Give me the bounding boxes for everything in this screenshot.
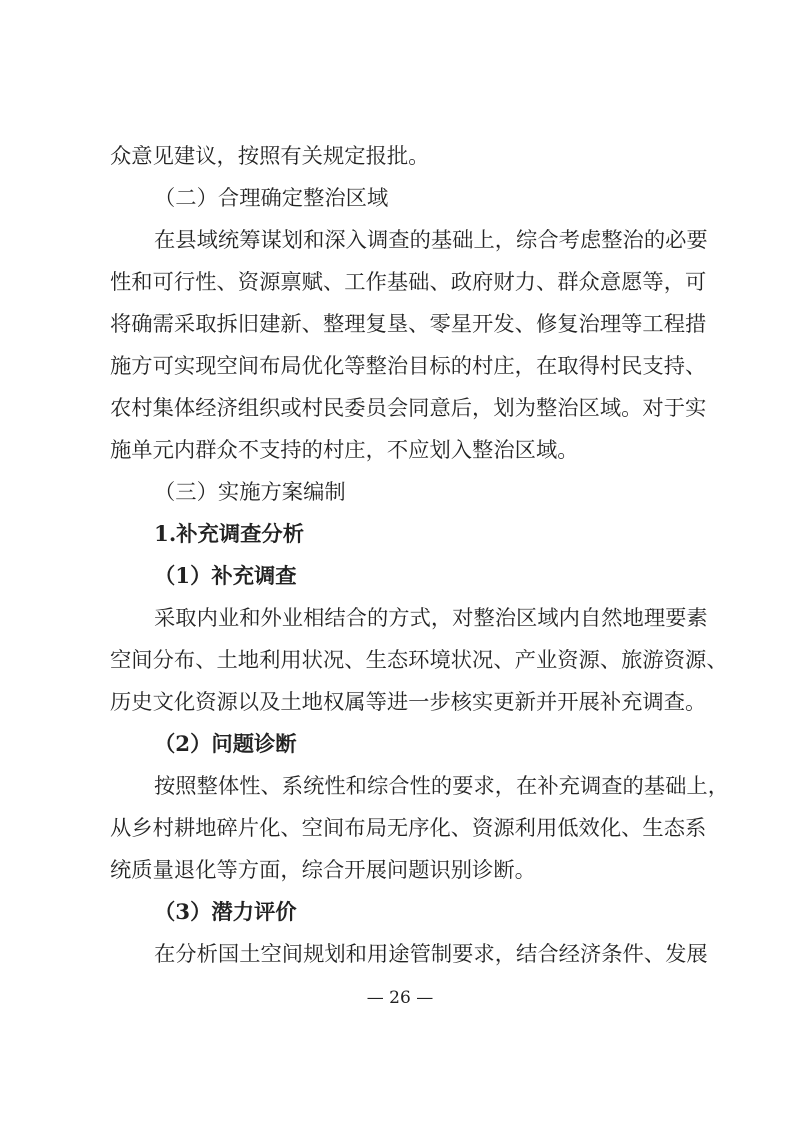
body-text-line: 施单元内群众不支持的村庄，不应划入整治区域。 xyxy=(110,438,579,463)
body-text-line: 农村集体经济组织或村民委员会同意后，划为整治区域。对于实 xyxy=(110,396,707,421)
body-text-line: 施方可实现空间布局优化等整治目标的村庄，在取得村民支持、 xyxy=(110,354,707,379)
body-text-line: 性和可行性、资源禀赋、工作基础、政府财力、群众意愿等，可 xyxy=(110,270,707,295)
subsection-heading: （1）补充调查 xyxy=(154,564,297,589)
section-heading: （三）实施方案编制 xyxy=(154,480,346,505)
subsection-heading: 1.补充调查分析 xyxy=(154,522,305,547)
body-text-line: 统质量退化等方面，综合开展问题识别诊断。 xyxy=(110,858,536,883)
body-text-line: 按照整体性、系统性和综合性的要求，在补充调查的基础上， xyxy=(154,774,730,799)
subsection-heading: （3）潜力评价 xyxy=(154,900,297,925)
body-text-line: 将确需采取拆旧建新、整理复垦、零星开发、修复治理等工程措 xyxy=(110,312,707,337)
body-text-line: 在县域统筹谋划和深入调查的基础上，综合考虑整治的必要 xyxy=(154,228,708,253)
body-text-line: 从乡村耕地碎片化、空间布局无序化、资源利用低效化、生态系 xyxy=(110,816,707,841)
subsection-heading: （2）问题诊断 xyxy=(154,732,297,757)
body-text-line: 历史文化资源以及土地权属等进一步核实更新并开展补充调查。 xyxy=(110,690,707,715)
body-text-line: 众意见建议，按照有关规定报批。 xyxy=(110,144,430,169)
body-text-line: 采取内业和外业相结合的方式，对整治区域内自然地理要素 xyxy=(154,606,708,631)
page-number: — 26 — xyxy=(366,988,434,1008)
body-text-line: 在分析国土空间规划和用途管制要求，结合经济条件、发展 xyxy=(154,942,708,967)
body-text-line: 空间分布、土地利用状况、生态环境状况、产业资源、旅游资源、 xyxy=(110,648,728,673)
section-heading: （二）合理确定整治区域 xyxy=(154,186,389,211)
